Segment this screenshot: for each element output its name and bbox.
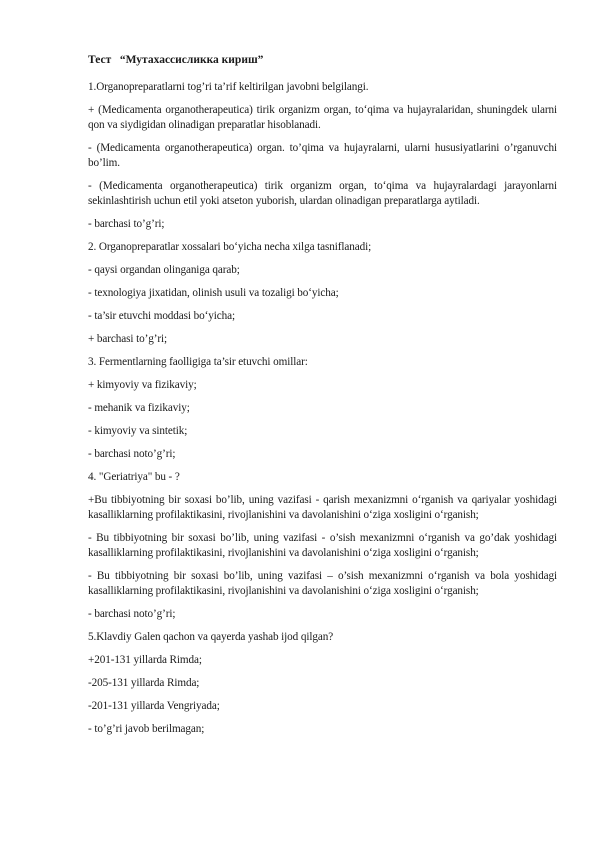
- answer-option: - to’g’ri javob berilmagan;: [88, 723, 205, 735]
- answer-option: - mehanik va fizikaviy;: [88, 402, 190, 414]
- document-body: [88, 80, 557, 745]
- answer-option: + barchasi to’g’ri;: [88, 333, 167, 345]
- answer-option: - barchasi noto’g’ri;: [88, 608, 176, 620]
- question-3: 3. Fermentlarning faolligiga ta’sir etuvchi omillar:: [88, 356, 308, 368]
- answer-option: -205-131 yillarda Rimda;: [88, 677, 200, 689]
- answer-option: - Bu tibbiyotning bir soxasi bo’lib, uning vazifasi – o’sish mexanizmni o‘rganish va bola yoshidagi kasalliklarning profilaktikasini, rivojlanishini va davolanishini o‘ziga xosligini o‘rganish;: [88, 570, 557, 597]
- answer-option: + (Medicamenta organotherapeutica) tirik organizm organ, to‘qima va hujayralaridan, shuningdek ularni qon va siydigidan olinadigan preparatlar hisoblanadi.: [88, 104, 557, 131]
- answer-option: -201-131 yillarda Vengriyada;: [88, 700, 220, 712]
- answer-option: - (Medicamenta organotherapeutica) organ. to’qima va hujayralarni, ularni hususiyatlarini o’rganuvchi bo’lim.: [88, 142, 557, 169]
- question-1: 1.Organopreparatlarni tog’ri ta’rif keltirilgan javobni belgilangi.: [88, 81, 369, 93]
- answer-option: - Bu tibbiyotning bir soxasi bo’lib, uning vazifasi - o’sish mexanizmni o‘rganish va go’dak yoshidagi kasalliklarning profilaktikasini, rivojlanishini va davolanishini o‘ziga xosligini o‘rganish;: [88, 532, 557, 559]
- answer-option: + kimyoviy va fizikaviy;: [88, 379, 197, 391]
- answer-option: +201-131 yillarda Rimda;: [88, 654, 202, 666]
- document-title: Тест “Мутахассисликка кириш”: [88, 54, 264, 66]
- answer-option: - (Medicamenta organotherapeutica) tirik organizm organ, to‘qima va hujayralardagi jarayonlarni sekinlashtirish uchun etil yoki atseton yuborish, ulardan olinadigan preparatlarga aytiladi.: [88, 180, 557, 207]
- question-5: 5.Klavdiy Galen qachon va qayerda yashab ijod qilgan?: [88, 631, 334, 643]
- answer-option: - barchasi to’g’ri;: [88, 218, 165, 230]
- answer-option: - ta’sir etuvchi moddasi bo‘yicha;: [88, 310, 235, 322]
- answer-option: +Bu tibbiyotning bir soxasi bo’lib, uning vazifasi - qarish mexanizmni o‘rganish va qariyalar yoshidagi kasalliklarning profilaktikasini, rivojlanishini va davolanishini o‘ziga xosligini o‘rganish;: [88, 494, 557, 521]
- answer-option: - kimyoviy va sintetik;: [88, 425, 188, 437]
- question-4: 4. "Geriatriya" bu - ?: [88, 471, 180, 483]
- answer-option: - qaysi organdan olinganiga qarab;: [88, 264, 240, 276]
- question-2: 2. Organopreparatlar xossalari bo‘yicha necha xilga tasniflanadi;: [88, 241, 372, 253]
- answer-option: - texnologiya jixatidan, olinish usuli va tozaligi bo‘yicha;: [88, 287, 339, 299]
- answer-option: - barchasi noto’g’ri;: [88, 448, 176, 460]
